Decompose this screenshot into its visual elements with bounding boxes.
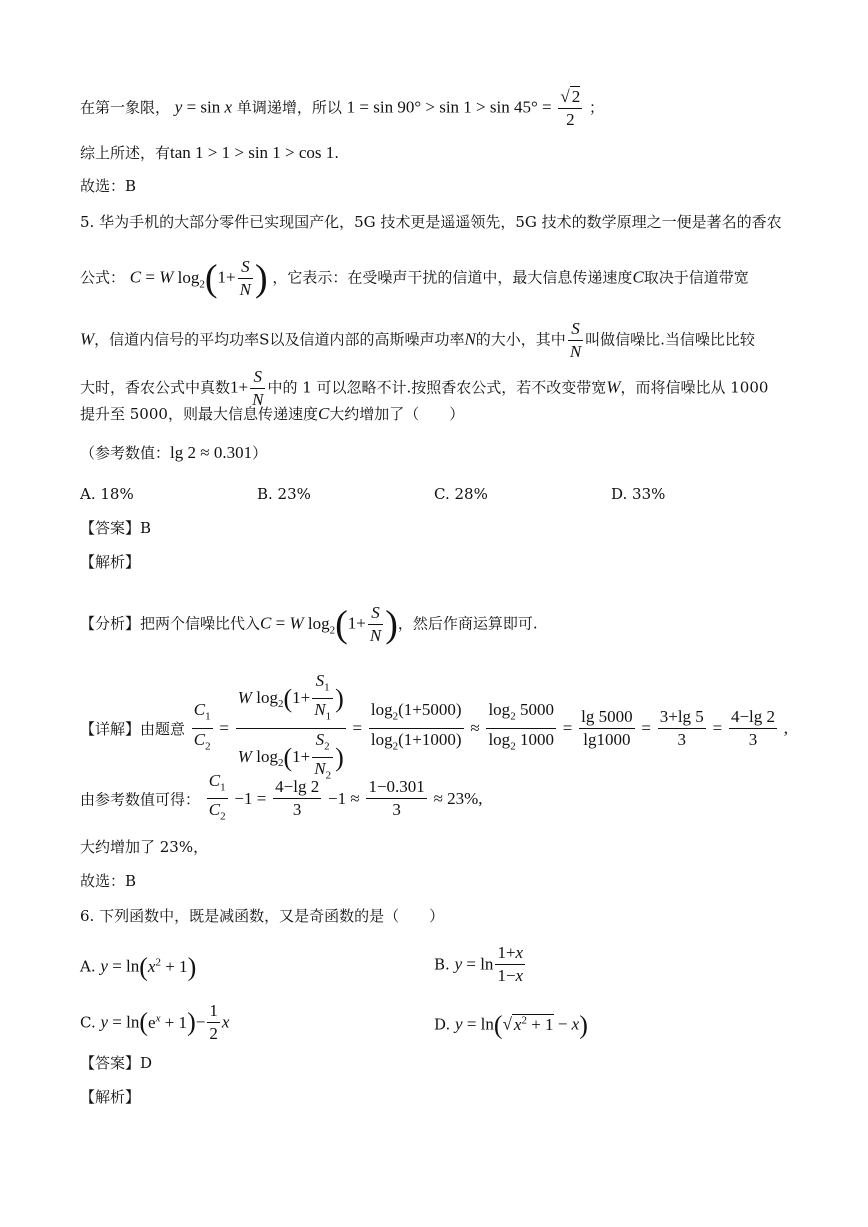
- choose-line-1: 故选：B: [80, 177, 137, 195]
- math-sin-compare: 1 = sin 90° > sin 1 > sin 45° =: [346, 97, 552, 117]
- math-shannon: C: [129, 267, 142, 287]
- line1-end: ；: [589, 98, 605, 117]
- q5-line-d-prefix: 大时，香农公式中真数: [80, 378, 231, 397]
- frac-log-5000-1000: $\frac{\log_2(1+5000)}{\log_2(1+1000)}$: [370, 700, 462, 753]
- frac-lg: $\frac{\lg 5000}{\lg 1000}$: [581, 706, 633, 749]
- q5-line-b-suffix: ，它表示：在受噪声干扰的信道中，最大信息传递速度: [272, 268, 633, 287]
- q6-option-b-label: B.: [434, 955, 450, 974]
- frac-4-lg2: $\frac{4-\lg 2}{3}$: [730, 706, 776, 749]
- q5-line-e-end: 大约增加了（ ）: [329, 405, 465, 423]
- text-line-2: [80, 143, 339, 163]
- q6-option-c-label: C.: [80, 1013, 96, 1032]
- q5-ref-calc-prefix: 由参考数值可得：: [80, 790, 201, 809]
- q5-line-c: W，信道内信号的平均功率S以及信道内部的高斯噪声功率N的大小，其中 $\frac{S}{N}$ 叫做信噪比.当信噪比比较: [80, 319, 755, 361]
- frac-S-over-N: $\frac{S}{N}$: [569, 319, 582, 361]
- q6-option-b: B. y = ln $\frac{1+x}{1-x}$: [434, 943, 524, 985]
- q5-increase: 大约增加了 23%，: [80, 838, 209, 856]
- q5-line-d: 大时，香农公式中真数1+ $\frac{S}{N}$ 中的 1 可以忽略不计.按照香农公式，若不改变带宽W，而将信噪比从 1000: [80, 367, 769, 409]
- q5-fenxi-prefix: 【分析】把两个信噪比代入: [80, 614, 261, 633]
- q5-line-c-end: 叫做信噪比.当信噪比比较: [585, 330, 755, 349]
- frac-log2: $\frac{\log_2 5000}{\log_2 1000}$: [488, 700, 554, 753]
- q5-line-d-mid: 中的 1 可以忽略不计.按照香农公式，若不改变带宽: [267, 378, 607, 397]
- math-tan-compare: tan 1 > 1 > sin 1 > cos 1: [170, 143, 335, 162]
- frac-sqrt2-over-2: $\frac{√ 2}{2}$: [560, 87, 581, 129]
- frac-3-lg5: $\frac{3+\lg 5}{3}$: [659, 706, 704, 749]
- q5-line-c-mid2: 的大小，其中: [475, 330, 566, 349]
- frac-big-ratio: W $\log_2(1+$ $\frac{S_1}{N_1}$ ) W $\log_2(1+$ $\frac{S_2}{N_2}$ ): [237, 671, 344, 782]
- q5-option-a: A. 18%: [80, 485, 134, 503]
- q5-line-b-end: 取决于信道带宽: [643, 268, 749, 287]
- q6-option-a-label: A.: [80, 957, 96, 976]
- q5-option-c: C. 28%: [434, 485, 488, 503]
- q5-option-b: B. 23%: [257, 485, 311, 503]
- q5-ref-calc: 由参考数值可得： $\frac{C_1}{C_2}$ −1 = $\frac{4-\lg 2}{3}$ −1 ≈ $\frac{1-0.301}{3}$ ≈ 23%,: [80, 771, 483, 823]
- line1-mid: 单调递增，所以: [236, 98, 342, 117]
- q6-stem: 6. 下列函数中，既是减函数，又是奇函数的是（ ）: [80, 907, 445, 925]
- q5-line-e-prefix: 提升至 5000，则最大信息传递速度: [80, 405, 318, 423]
- math-W: W: [80, 329, 95, 349]
- frac-S-over-N-2: $\frac{S}{N}$: [252, 367, 264, 409]
- q5-line-e: 提升至 5000，则最大信息传递速度C大约增加了（ ）: [80, 404, 465, 423]
- q6-option-c: C. $y = \ln(e^x + 1)-$ $\frac{1}{2}$ x: [80, 1001, 230, 1043]
- q5-ref: （参考数值：lg 2 ≈ 0.301）: [80, 443, 268, 462]
- q5-line-b: 公式： C = W $\log_2(1+$ $\frac{S}{N}$ ) ，它表示：在受噪声干扰的信道中，最大信息传递速度C取决于信道带宽: [80, 257, 749, 300]
- line2-prefix: 综上所述，有: [80, 144, 171, 162]
- q5-answer: 【答案】B: [80, 519, 152, 537]
- line1-prefix: 在第一象限，: [80, 98, 171, 117]
- q5-analysis: 【解析】: [80, 553, 141, 571]
- q5-line-d-end: ，而将信噪比从 1000: [620, 378, 769, 397]
- line2-end: .: [334, 144, 340, 162]
- q5-ref-prefix: （参考数值：: [80, 444, 171, 462]
- q5-fenxi: 【分析】把两个信噪比代入C = W $\log_2(1+$ $\frac{S}{N}$ )，然后作商运算即可.: [80, 603, 538, 646]
- q5-xiangjie-prefix: 【详解】由题意: [80, 719, 186, 738]
- q5-fenxi-end: ，然后作商运算即可.: [397, 614, 538, 633]
- q6-option-d-label: D.: [434, 1015, 451, 1034]
- q5-line-a: 5. 华为手机的大部分零件已实现国产化，5G 技术更是遥遥领先，5G 技术的数学原理之一便是著名的香农: [80, 213, 782, 231]
- math-y-sinx: y: [174, 97, 183, 117]
- q5-line-c-mid: ，信道内信号的平均功率S以及信道内部的高斯噪声功率: [94, 330, 465, 349]
- q6-analysis: 【解析】: [80, 1088, 141, 1106]
- q5-ref-end: ）: [252, 444, 268, 462]
- frac-C1-C2: $\frac{C_1}{C_2}$: [193, 700, 211, 753]
- q6-option-a: A. $y = \ln(x^2 + 1)$: [80, 952, 197, 982]
- q5-xiangjie: 【详解】由题意 $\frac{C_1}{C_2}$ = W $\log_2(1+$ $\frac{S_1}{N_1}$ ) W $\log_2(1+$ $\frac{S_2}{N_2}$ ) = $\frac{\log_2(1+5000)}{\log_2(1+1000)}$ ≈ $\frac{\log_2 5000}{\log_2 1000}$ = $\frac{\lg 5000}{\lg 1000}$ = $\frac{3+\lg 5}{3}$ = $\frac{4-\lg 2}{3}$ ,: [80, 670, 788, 787]
- q5-line-b-prefix: 公式：: [80, 268, 126, 287]
- q5-choose: 故选：B: [80, 872, 137, 890]
- text-line-1: 在第一象限， y = sin x 单调递增，所以 1 = sin 90° > sin 1 > sin 45° = $\frac{√ 2}{2}$ ；: [80, 87, 605, 129]
- q6-option-d: D. y = ln(√ $x^2 + 1 - x$): [434, 1010, 588, 1040]
- q5-option-d: D. 33%: [611, 485, 666, 503]
- q6-answer: 【答案】D: [80, 1054, 153, 1072]
